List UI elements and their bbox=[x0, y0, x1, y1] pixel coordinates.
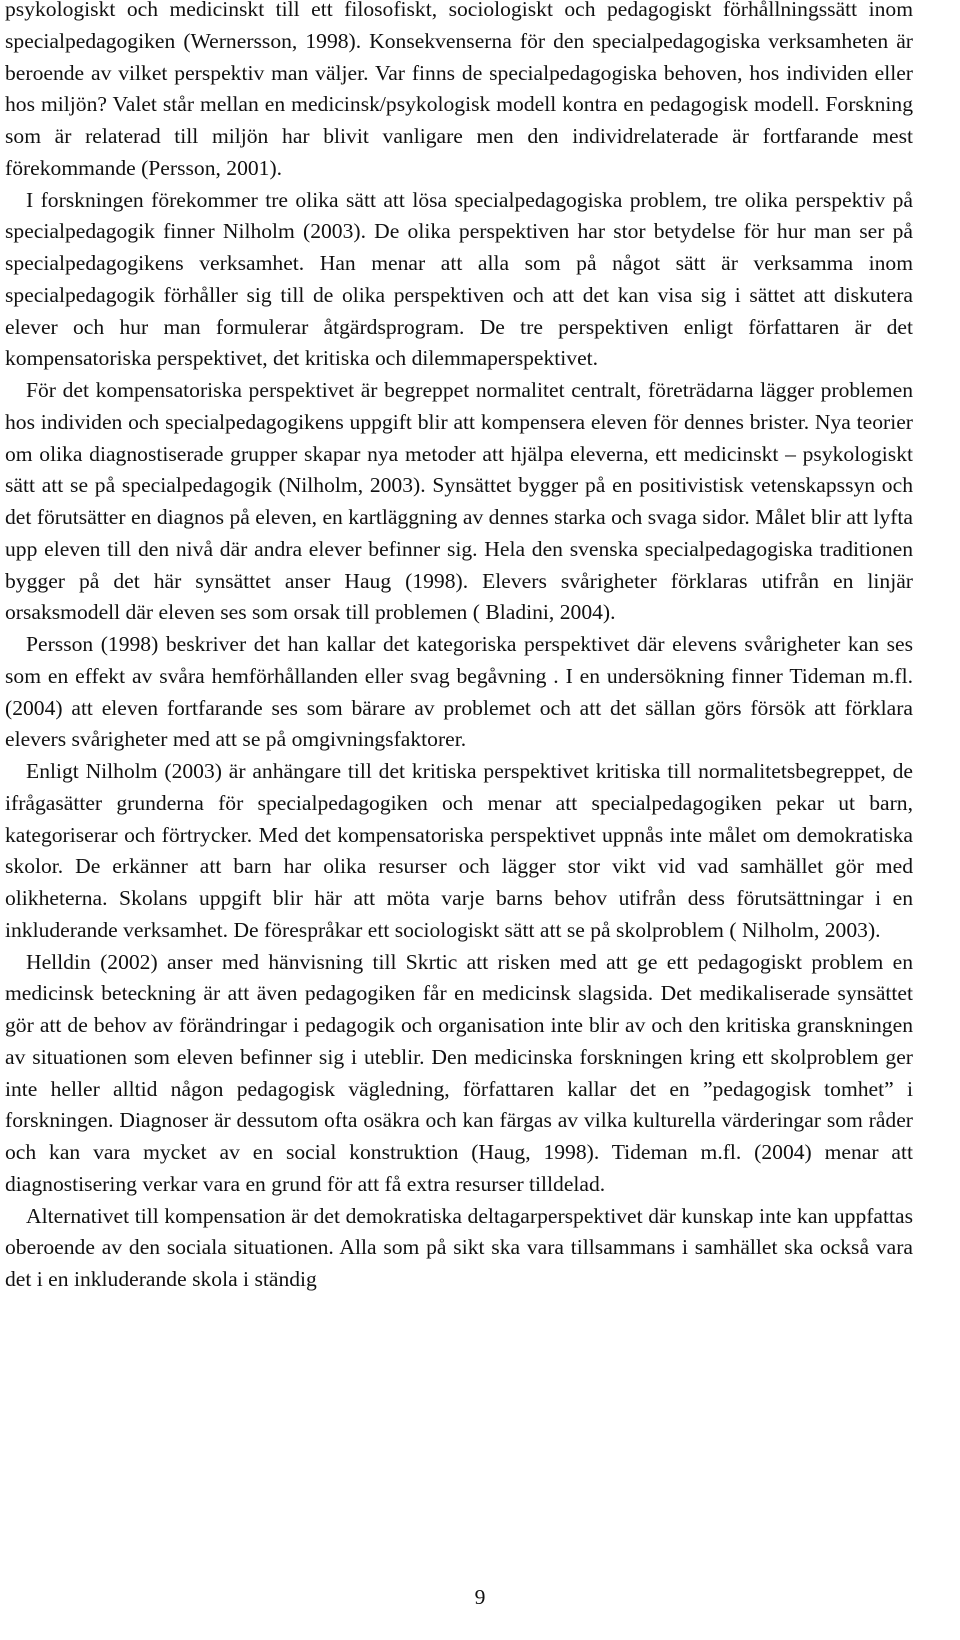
paragraph-2: I forskningen förekommer tre olika sätt att lösa specialpedagogiska problem, tre olika perspektiv på specialpedagogik finner Nilholm (2003). De olika perspektiven har stor betydelse för hur man ser på specialpedagogikens verksamhet. Han menar att alla som på något sätt är verksamma inom specialpedagogik förhåller sig till de olika perspektiven och att det kan visa sig i sättet att diskutera elever och hur man formulerar åtgärdsprogram. De tre perspektiven enligt författaren är det kompensatoriska perspektivet, det kritiska och dilemmaperspektivet. bbox=[5, 187, 913, 371]
paragraph-4: Persson (1998) beskriver det han kallar det kategoriska perspektivet där elevens svårigheter kan ses som en effekt av svåra hemförhållanden eller svag begåvning . I en undersökning finner Tideman m.fl. (2004) att eleven fortfarande ses som bärare av problemet och att det sällan görs försök att förklara elevers svårigheter med att se på omgivningsfaktorer. bbox=[5, 632, 913, 752]
body-text bbox=[5, 0, 913, 1296]
paragraph-6: Helldin (2002) anser med hänvisning till Skrtic att risken med att ge ett pedagogiskt problem en medicinsk beteckning är att även pedagogiken får en medicinsk slagsida. Det medikaliserade synsättet gör att de behov av förändringar i pedagogik och organisation inte blir av och den kritiska granskningen av situationen som eleven befinner sig i uteblir. Den medicinska forskningen kring ett skolproblem ger inte heller alltid någon pedagogisk vägledning, författaren kallar det en ”pedagogisk tomhet” i forskningen. Diagnoser är dessutom ofta osäkra och kan färgas av vilka kulturella värderingar som råder och kan vara mycket av en social konstruktion (Haug, 1998). Tideman m.fl. (2004) menar att diagnostisering verkar vara en grund för att få extra resurser tilldelad. bbox=[5, 949, 913, 1196]
paragraph-7: Alternativet till kompensation är det demokratiska deltagarperspektivet där kunskap inte kan uppfattas oberoende av den sociala situationen. Alla som på sikt ska vara tillsammans i samhället ska också vara det i en inkluderande skola i ständig bbox=[5, 1203, 913, 1291]
paragraph-5: Enligt Nilholm (2003) är anhängare till det kritiska perspektivet kritiska till normalitetsbegreppet, de ifrågasätter grunderna för specialpedagogiken och menar att specialpedagogiken pekar ut barn, kategoriserar och förtrycker. Med det kompensatoriska perspektivet uppnås inte målet om demokratiska skolor. De erkänner att barn har olika resurser och lägger stor vikt vid vad samhället gör med olikheterna. Skolans uppgift blir här att möta varje barns behov utifrån dess förutsättningar i en inkluderande verksamhet. De förespråkar ett sociologiskt sätt att se på skolproblem ( Nilholm, 2003). bbox=[5, 759, 913, 942]
page-number: 9 bbox=[474, 1585, 486, 1609]
paragraph-1: psykologiskt och medicinskt till ett filosofiskt, sociologiskt och pedagogiskt förhållningssätt inom specialpedagogiken (Wernersson, 1998). Konsekvenserna för den specialpedagogiska verksamheten är beroende av vilket perspektiv man väljer. Var finns de specialpedagogiska behoven, hos individen eller hos miljön? Valet står mellan en medicinsk/psykologisk modell kontra en pedagogisk modell. Forskning som är relaterad till miljön har blivit vanligare men den individrelaterade är fortfarande mest förekommande (Persson, 2001). bbox=[5, 0, 913, 180]
paragraph-3: För det kompensatoriska perspektivet är begreppet normalitet centralt, företrädarna lägger problemen hos individen och specialpedagogikens uppgift blir att kompensera eleven för dennes brister. Nya teorier om olika diagnostiserade grupper skapar nya metoder att hjälpa eleverna, ett medicinskt – psykologiskt sätt att se på specialpedagogik (Nilholm, 2003). Synsättet bygger på en positivistisk vetenskapssyn och det förutsätter en diagnos på eleven, en kartläggning av dennes starka och svaga sidor. Målet blir att lyfta upp eleven till den nivå där andra elever befinner sig. Hela den svenska specialpedagogiska traditionen bygger på det här synsättet anser Haug (1998). Elevers svårigheter förklaras utifrån en linjär orsaksmodell där eleven ses som orsak till problemen ( Bladini, 2004). bbox=[5, 378, 913, 625]
